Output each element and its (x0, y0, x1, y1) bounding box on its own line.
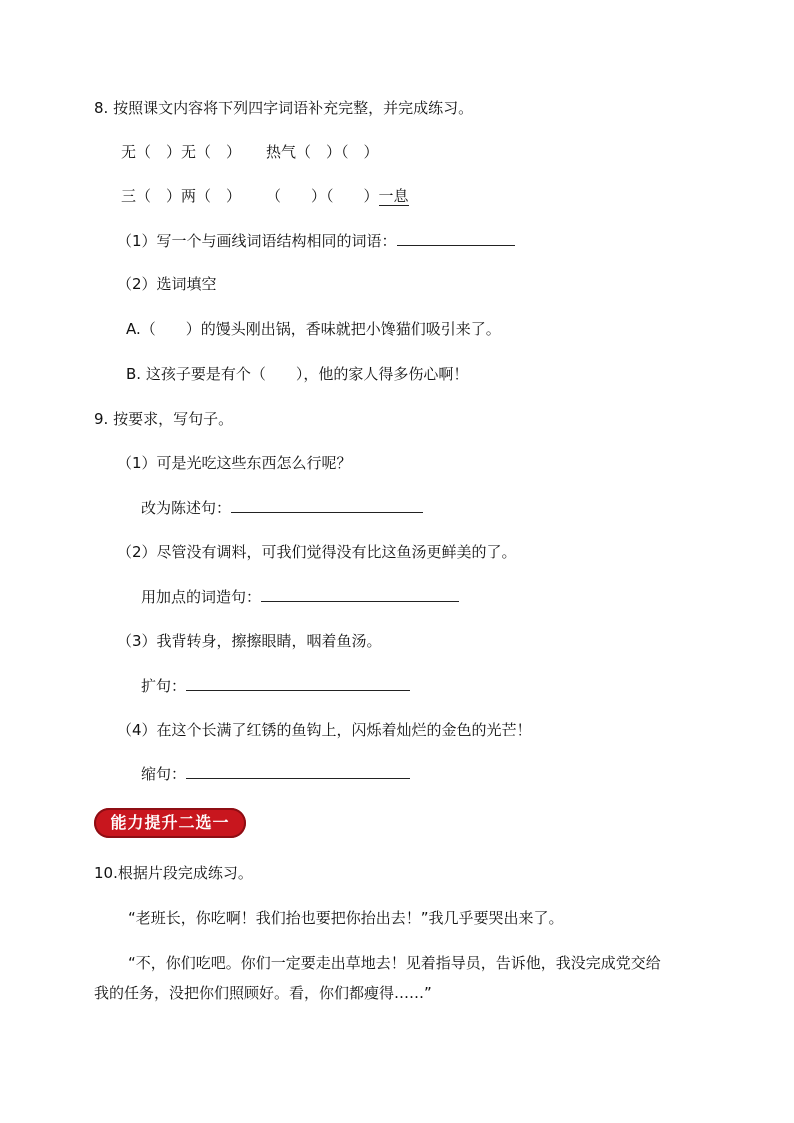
q9-task-2 (141, 586, 459, 608)
option-b: B. 这孩子要是有个（ ），他的家人得多伤心啊！ (126, 365, 469, 383)
q9-task-4-label: 缩句： (141, 765, 187, 783)
idiom-fill-2: 热气（ ）（ ） (266, 143, 379, 161)
q9-task-1-label: 改为陈述句： (141, 499, 232, 517)
underlined-word: 一息 (378, 187, 409, 205)
q9-sentence-3: （3）我背转身，擦擦眼睛，咽着鱼汤。 (117, 632, 382, 650)
idiom-fill-1: 无（ ）无（ ） (121, 143, 242, 161)
q9-sentence-1: （1）可是光吃这些东西怎么行呢？ (117, 454, 352, 472)
idiom-fill-3: 三（ ）两（ ） (121, 187, 242, 205)
answer-blank[interactable] (397, 231, 515, 246)
answer-blank[interactable] (186, 764, 410, 779)
answer-blank[interactable] (186, 676, 410, 691)
q9-task-4 (141, 763, 410, 785)
q9-task-2-label: 用加点的词造句： (141, 588, 262, 606)
passage-paragraph-2-line-1: “不，你们吃吧。你们一定要走出草地去！见着指导员，告诉他，我没完成党交给 (128, 954, 661, 972)
question-10-title: 10.根据片段完成练习。 (94, 864, 253, 882)
q9-sentence-4: （4）在这个长满了红锈的鱼钩上，闪烁着灿烂的金色的光芒！ (117, 721, 532, 739)
passage-paragraph-2-line-2: 我的任务，没把你们照顾好。看，你们都瘦得……” (94, 984, 432, 1002)
q8-sub-1-text: （1）写一个与画线词语结构相同的词语： (117, 232, 397, 250)
q9-task-3 (141, 675, 410, 697)
question-8-title: 8. 按照课文内容将下列四字词语补充完整，并完成练习。 (94, 99, 474, 117)
idiom-fill-4-blanks: （ ）（ ） (266, 187, 379, 205)
passage-paragraph-1: “老班长，你吃啊！我们抬也要把你抬出去！”我几乎要哭出来了。 (128, 909, 564, 927)
q9-sentence-2: （2）尽管没有调料，可我们觉得没有比这鱼汤更鲜美的了。 (117, 543, 517, 561)
option-a: A.（ ）的馒头刚出锅，香味就把小馋猫们吸引来了。 (126, 320, 501, 338)
q9-task-3-label: 扩句： (141, 677, 187, 695)
question-9-title: 9. 按要求，写句子。 (94, 410, 234, 428)
answer-blank[interactable] (231, 498, 423, 513)
q9-task-1 (141, 497, 423, 519)
q8-sub-1 (117, 230, 515, 252)
section-badge: 能力提升二选一 (94, 808, 246, 838)
answer-blank[interactable] (261, 587, 459, 602)
idiom-fill-4 (266, 185, 409, 207)
q8-sub-2: （2）选词填空 (117, 275, 217, 293)
